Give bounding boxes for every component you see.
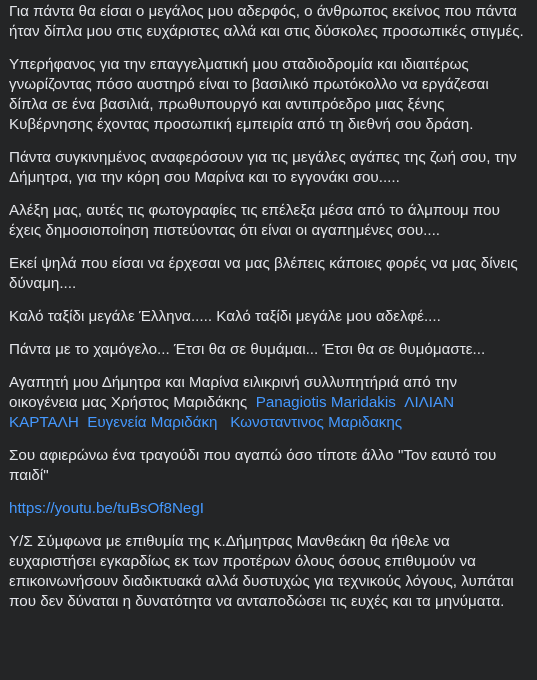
post-paragraph-1: Για πάντα θα είσαι ο μεγάλος μου αδερφός, ο άνθρωπος εκείνος που πάντα ήταν δίπλα μου στις ευχάριστες αλλά και στις δύσκολες προσωπικές στιγμές.: [9, 3, 524, 40]
post-paragraph-5: Εκεί ψηλά που είσαι να έρχεσαι να μας βλέπεις κάποιες φορές να μας δίνεις δύναμη....: [9, 255, 518, 292]
tag-lilian-kartali[interactable]: ΛΙΛΙΑΝ ΚΑΡΤΑΛΗ: [9, 394, 455, 431]
tag-panagiotis-maridakis[interactable]: Panagiotis Maridakis: [255, 394, 396, 411]
condolence-paragraph: [9, 373, 529, 433]
song-paragraph: Σου αφιερώνω ένα τραγούδι που αγαπώ όσο τίποτε άλλο "Τον εαυτό του παιδί": [9, 447, 497, 484]
post-paragraph-6: Καλό ταξίδι μεγάλε Έλληνα..... Καλό ταξίδι μεγάλε μου αδελφέ....: [9, 308, 441, 325]
youtube-link[interactable]: https://youtu.be/tuBsOf8NegI: [9, 500, 205, 517]
post-paragraph-3: Πάντα συγκινημένος αναφερόσουν για τις μεγάλες αγάπες της ζωή σου, την Δήμητρα, για την κόρη σου Μαρίνα και το εγγονάκι σου.....: [9, 149, 517, 186]
tag-eugeneia-maridaki[interactable]: Ευγενεία Μαριδάκη: [87, 414, 218, 431]
link-paragraph: [9, 499, 529, 519]
post-paragraph-4: Αλέξη μας, αυτές τις φωτογραφίες τις επέλεξα μέσα από το άλμπουμ που έχεις δημοσιοποίηση πιστεύοντας ότι είναι οι αγαπημένες σου....: [9, 202, 500, 239]
post-body: [9, 0, 529, 625]
post-paragraph-7: Πάντα με το χαμόγελο... Έτσι θα σε θυμάμαι... Έτσι θα σε θυμόμαστε...: [9, 341, 486, 358]
post-paragraph-2: Υπερήφανος για την επαγγελματική μου σταδιοδρομία και ιδιαιτέρως γνωρίζοντας πόσο αυστηρό είναι το βασιλικό πρωτόκολλο να εργάζεσαι δίπλα σε ένα βασιλιά, πρωθυπουργό και αντιπρόεδρο μιας ξένης Κυβέρνησης έχοντας προσωπική εμπειρία από τη διεθνή σου δράση.: [9, 56, 489, 133]
tag-konstantinos-maridakis[interactable]: Κωνσταντινος Μαριδακης: [230, 414, 403, 431]
ps-paragraph: Υ/Σ Σύμφωνα με επιθυμία της κ.Δήμητρας Μανθεάκη θα ήθελε να ευχαριστήσει εγκαρδίως εκ των προτέρων όλους όσους επιθυμούν να επικοινωνήσουν διαδικτυακά αλλά δυστυχώς για τεχνικούς λόγους, λυπάται που δεν δύναται η δυνατότητα να ανταποδώσει τις ευχές και τα μηνύματα.: [9, 533, 514, 610]
condolence-text: Αγαπητή μου Δήμητρα και Μαρίνα ειλικρινή συλλυπητήριά από την οικογένεια μας Χρήστος Μαριδάκης: [9, 374, 458, 411]
